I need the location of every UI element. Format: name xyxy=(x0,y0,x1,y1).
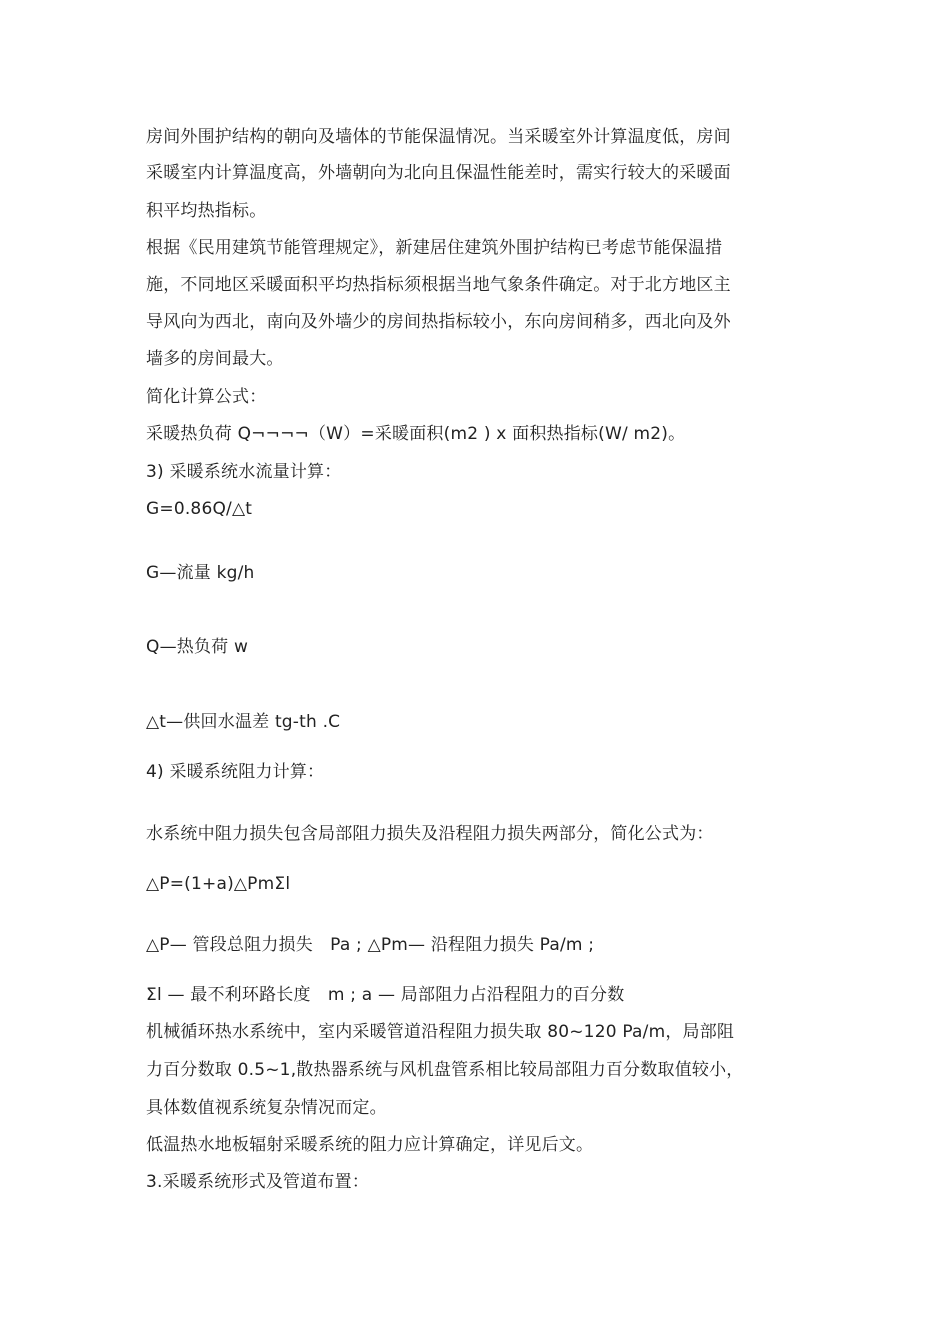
paragraph-line: 采暖室内计算温度高，外墙朝向为北向且保温性能差时，需实行较大的采暖面 xyxy=(146,163,731,183)
paragraph-line: 房间外围护结构的朝向及墙体的节能保温情况。当采暖室外计算温度低，房间 xyxy=(146,127,731,147)
section-heading: 4) 采暖系统阻力计算： xyxy=(146,762,325,782)
paragraph-line: 施，不同地区采暖面积平均热指标须根据当地气象条件确定。对于北方地区主 xyxy=(146,275,731,295)
definition-line: △P— 管段总阻力损失 Pa ; △Pm— 沿程阻力损失 Pa/m ; xyxy=(146,935,595,955)
paragraph-line: 墙多的房间最大。 xyxy=(146,349,284,369)
paragraph-line: 简化计算公式： xyxy=(146,387,267,407)
paragraph-line: 低温热水地板辐射采暖系统的阻力应计算确定，详见后文。 xyxy=(146,1135,594,1155)
formula-line: △P=(1+a)△PmΣl xyxy=(146,874,291,894)
definition-line: G—流量 kg/h xyxy=(146,563,255,583)
paragraph-line: 具体数值视系统复杂情况而定。 xyxy=(146,1098,387,1118)
formula-line: G=0.86Q/△t xyxy=(146,499,253,519)
paragraph-line: 根据《民用建筑节能管理规定》，新建居住建筑外围护结构已考虑节能保温措 xyxy=(146,238,723,258)
paragraph-line: 水系统中阻力损失包含局部阻力损失及沿程阻力损失两部分，简化公式为： xyxy=(146,824,714,844)
paragraph-line: 积平均热指标。 xyxy=(146,201,267,221)
formula-line: 采暖热负荷 Q¬¬¬¬（W）=采暖面积(m2 ) x 面积热指标(W/ m2)。 xyxy=(146,424,686,444)
section-heading: 3.采暖系统形式及管道布置： xyxy=(146,1172,370,1192)
definition-line: Σl — 最不利环路长度 m ; a — 局部阻力占沿程阻力的百分数 xyxy=(146,985,625,1005)
section-heading: 3) 采暖系统水流量计算： xyxy=(146,462,342,482)
definition-line: △t—供回水温差 tg-th .C xyxy=(146,712,341,732)
paragraph-line: 力百分数取 0.5~1,散热器系统与风机盘管系相比较局部阻力百分数取值较小， xyxy=(146,1060,744,1080)
definition-line: Q—热负荷 w xyxy=(146,637,249,657)
paragraph-line: 机械循环热水系统中，室内采暖管道沿程阻力损失取 80~120 Pa/m，局部阻 xyxy=(146,1022,735,1042)
paragraph-line: 导风向为西北，南向及外墙少的房间热指标较小，东向房间稍多，西北向及外 xyxy=(146,312,731,332)
